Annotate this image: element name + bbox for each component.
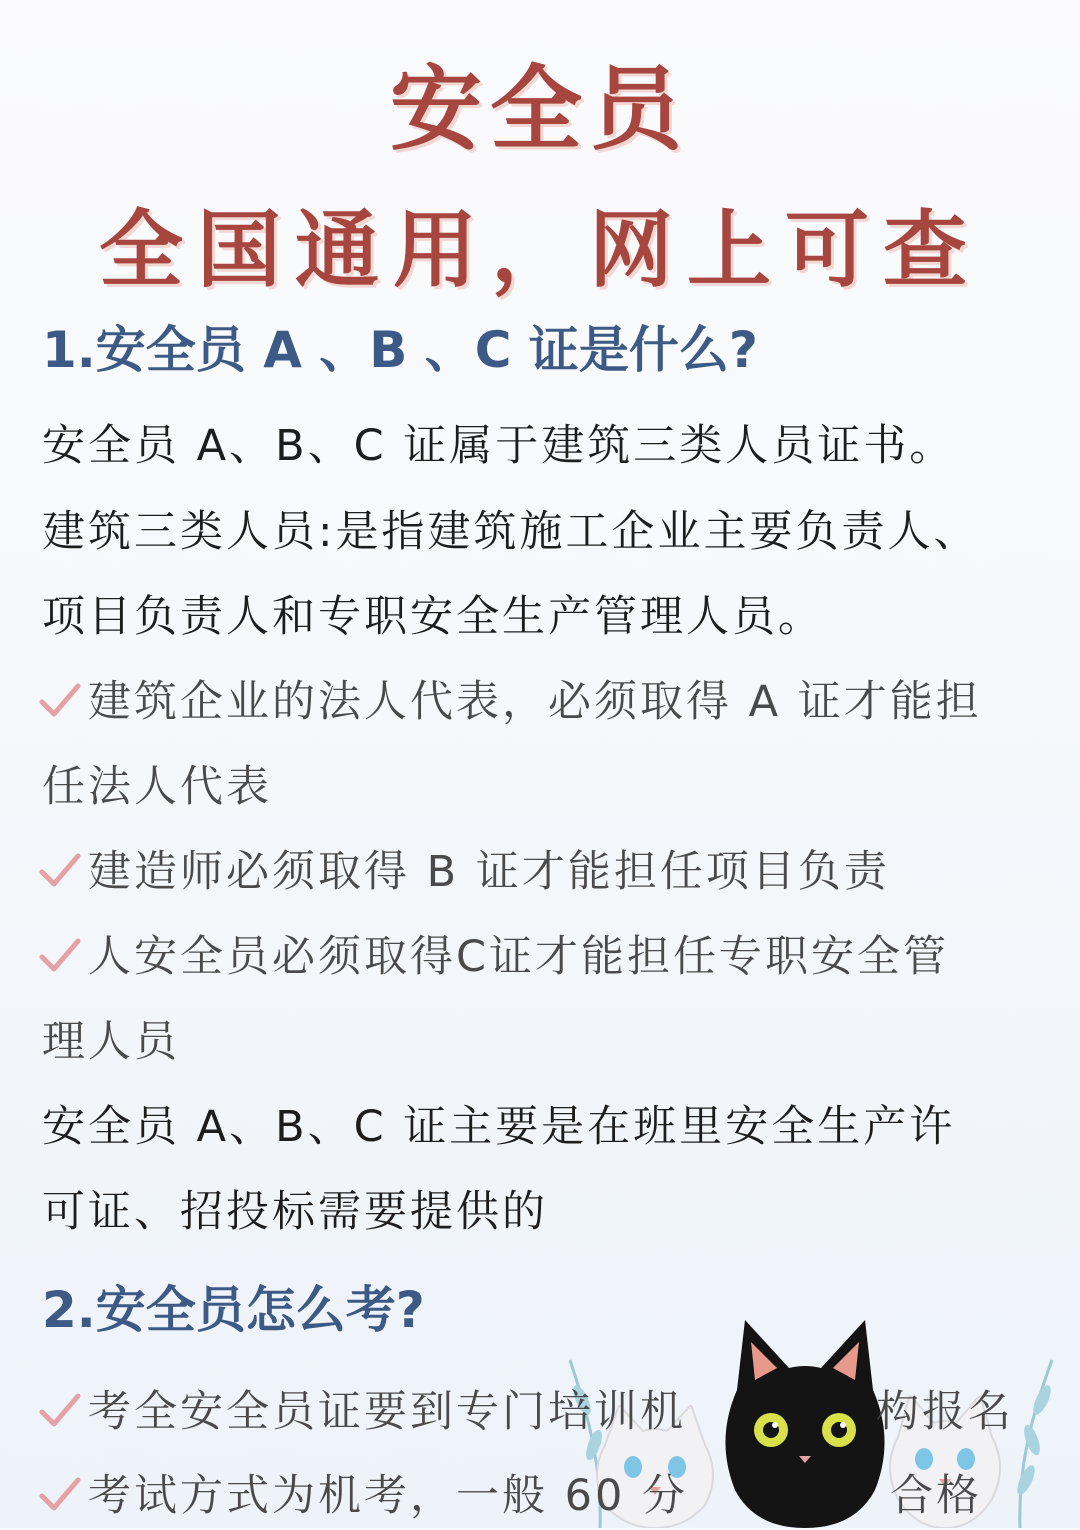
page-title: 安全员 (389, 56, 690, 163)
section1-line: 项目负责人和专职安全生产管理人员。 (42, 592, 824, 642)
black-cat-illustration (715, 1320, 895, 1528)
bullet-item-continued: 任法人代表 (42, 762, 272, 812)
check-icon (38, 1470, 82, 1510)
check-icon (38, 1386, 82, 1426)
bullet-item-continued: 构报名 (876, 1387, 1014, 1437)
bullet-item: 建造师必须取得 B 证才能担任项目负责 (38, 842, 890, 902)
check-icon (38, 676, 82, 716)
check-icon (38, 931, 82, 971)
bullet-item: 人安全员必须取得C证才能担任专职安全管 (38, 927, 949, 987)
bullet-item-continued: 合格 (890, 1471, 982, 1521)
section1-line: 建筑三类人员:是指建筑施工企业主要负责人、 (42, 507, 980, 557)
section1-line: 安全员 A、B、C 证属于建筑三类人员证书。 (42, 421, 956, 471)
page-subtitle: 全国通用，网上可查 (98, 201, 981, 299)
check-icon (38, 846, 82, 886)
section1-footer-line: 安全员 A、B、C 证主要是在班里安全生产许 (42, 1102, 956, 1152)
section2-heading: 2.安全员怎么考? (42, 1281, 425, 1339)
bullet-item: 考全安全员证要到专门培训机 (38, 1382, 686, 1442)
bullet-item-continued: 理人员 (42, 1017, 180, 1067)
section1-footer-line: 可证、招投标需要提供的 (42, 1187, 548, 1237)
section1-heading: 1.安全员 A 、B 、C 证是什么? (42, 321, 758, 379)
bullet-item: 建筑企业的法人代表，必须取得 A 证才能担 (38, 672, 982, 732)
bullet-item: 考试方式为机考，一般 60 分 (38, 1466, 688, 1526)
